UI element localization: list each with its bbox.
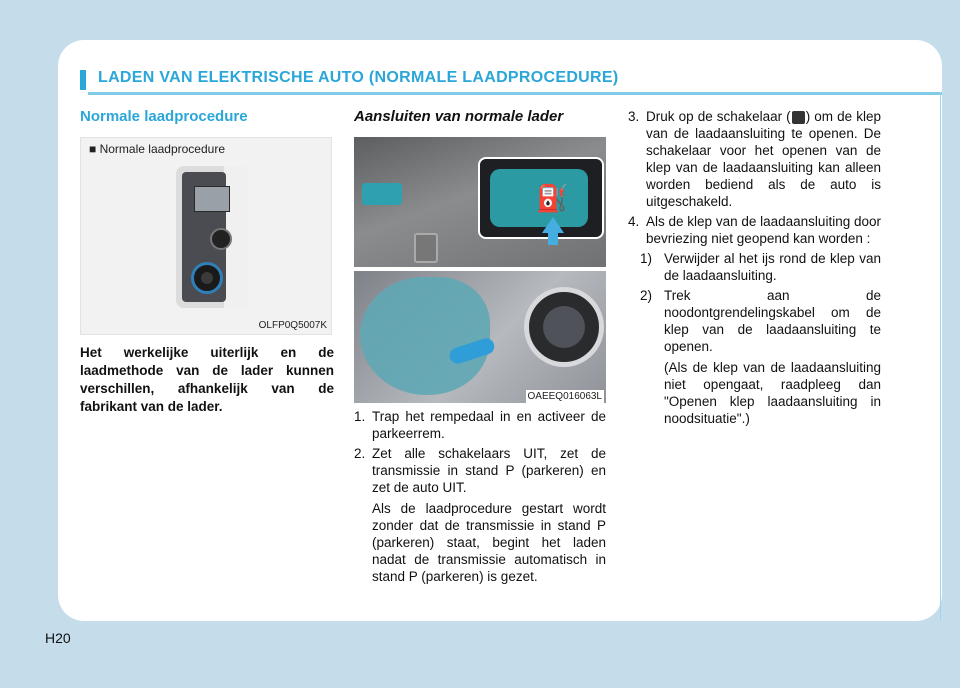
substep-2-extra: (Als de klep van de laadaansluiting niet opengaat, raadpleeg dan "Openen klep laadaansluiting in noodsituatie".)	[664, 360, 881, 426]
switch-closeup	[490, 169, 588, 227]
right-border-line	[940, 92, 941, 620]
switch-closeup-inset	[478, 157, 604, 239]
substep-number: 2)	[640, 288, 653, 303]
substep-1	[628, 250, 881, 284]
charger-display	[194, 186, 230, 212]
step-text-after: ) om de klep van de laadaansluiting te openen. De schakelaar voor het openen van de klep van de laadaansluiting kan alleen worden bediend als de auto is uitgeschakeld.	[646, 109, 881, 209]
step-number: 2.	[354, 446, 366, 461]
step-4	[628, 213, 881, 247]
page-number: H20	[45, 630, 71, 646]
step-text-before: Druk op de schakelaar (	[646, 109, 791, 124]
charger-illustration	[176, 166, 248, 308]
substep-text: Verwijder al het ijs rond de klep van de laadaansluiting.	[664, 251, 881, 283]
substep-number: 1)	[640, 251, 653, 266]
charger-front-panel	[182, 172, 226, 302]
charge-socket-inner	[543, 306, 585, 348]
charge-socket	[524, 287, 604, 367]
steps-list-right	[628, 108, 881, 427]
step-text: Als de klep van de laadaansluiting door bevriezing niet geopend kan worden :	[646, 214, 881, 246]
header-accent	[80, 70, 86, 90]
step-3	[628, 108, 881, 210]
brake-pedal	[414, 233, 438, 263]
step-number: 4.	[628, 214, 640, 229]
car-interior-photo	[354, 137, 606, 267]
substep-text: Trek aan de noodontgrendelingskabel om de klep van de laadaansluiting te openen.	[664, 288, 881, 354]
step-text: Zet alle schakelaars UIT, zet de transmissie in stand P (parkeren) en zet de auto UIT.	[372, 446, 606, 495]
charge-port-flap	[360, 277, 490, 395]
left-section-title: Normale laadprocedure	[80, 108, 248, 125]
charger-plug-holder	[191, 262, 223, 294]
step-2	[354, 445, 606, 585]
section-header	[80, 68, 942, 92]
charger-knob	[210, 228, 232, 250]
middle-section-title: Aansluiten van normale lader	[354, 108, 564, 125]
step-number: 3.	[628, 109, 640, 124]
charge-port-figure	[354, 137, 606, 403]
charge-port-photo	[354, 271, 606, 403]
step-1	[354, 408, 606, 442]
steps-list-middle	[354, 408, 606, 588]
step-number: 1.	[354, 409, 366, 424]
figure-caption-text: Normale laadprocedure	[99, 142, 225, 156]
substep-2	[628, 287, 881, 427]
figure-code: OLFP0Q5007K	[258, 320, 327, 331]
charge-port-switch-icon: ⛽	[536, 183, 569, 213]
page-title: LADEN VAN ELEKTRISCHE AUTO (NORMALE LAADPROCEDURE)	[98, 69, 619, 86]
figure-code-2: OAEEQ016063L	[527, 391, 602, 402]
charger-figure	[80, 137, 332, 335]
charger-note: Het werkelijke uiterlijk en de laadmethode van de lader kunnen verschillen, afhankelijk van de fabrikant van de lader.	[80, 345, 334, 414]
figure-caption: ■ Normale laadprocedure	[89, 142, 225, 156]
charge-port-switch-icon	[792, 111, 805, 124]
step-2-extra: Als de laadprocedure gestart wordt zonder dat de transmissie in stand P (parkeren) staat, begint het laden nadat de transmissie automatisch in stand P (parkeren) is gezet.	[372, 501, 606, 584]
step-text: Trap het rempedaal in en activeer de parkeerrem.	[372, 409, 606, 441]
header-underline	[88, 92, 942, 95]
dash-switch-panel	[362, 183, 402, 205]
charger-plug-inner	[201, 272, 213, 284]
arrow-stem	[548, 231, 558, 245]
